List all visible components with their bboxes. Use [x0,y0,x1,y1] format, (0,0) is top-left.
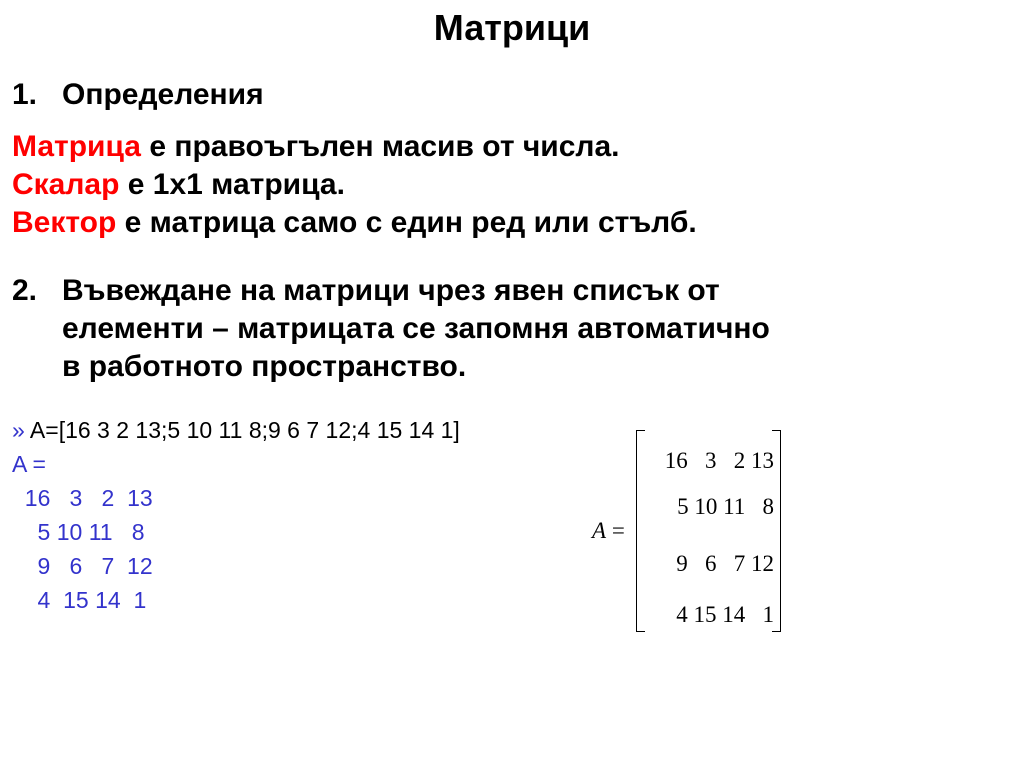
matrix-formula [590,430,790,635]
definition-matrix [12,128,697,166]
matrix-variable: A [592,518,607,543]
definitions-list [12,128,697,242]
matrix-row: 5 10 11 8 [677,494,774,519]
section-2-line: в работното пространство. [62,350,467,383]
definition-vector [12,204,697,242]
section-2-number: 2. [12,274,38,307]
section-2-line: Въвеждане на матрици чрез явен списък от [62,274,720,307]
left-bracket [636,430,645,632]
section-2-line: елементи – матрицата се запомня автоматично [62,312,770,345]
matrix-lhs [592,518,625,544]
console-matrix-row: 16 3 2 13 [12,485,153,511]
console-matrix-row: 9 6 7 12 [12,553,153,579]
section-1-number: 1. [12,78,38,111]
console-result-label: A = [12,451,46,477]
section-2-heading [12,272,770,386]
console-matrix-row: 4 15 14 1 [12,587,147,613]
definition-term: Скалар [12,168,120,201]
console-command-line [12,413,460,447]
prompt-symbol: » [12,417,30,443]
definition-text: е матрица само с един ред или стълб. [116,206,697,239]
matrix-row: 9 6 7 12 [676,551,774,576]
definition-term: Вектор [12,206,117,239]
matrix-row: 16 3 2 13 [664,448,774,473]
definition-text: е правоъгълен масив от числа. [141,130,620,163]
console-matrix-row: 5 10 11 8 [12,519,145,545]
page-title: Матрици [433,7,591,48]
equals-sign: = [606,518,625,543]
definition-text: е 1x1 матрица. [119,168,345,201]
definition-term: Матрица [12,130,141,163]
matlab-console [12,413,460,617]
section-1-title: Определения [62,78,264,111]
console-command: A=[16 3 2 13;5 10 11 8;9 6 7 12;4 15 14 1] [29,417,460,443]
definition-scalar [12,166,697,204]
section-1-heading [12,76,264,114]
matrix-row: 4 15 14 1 [676,602,774,627]
